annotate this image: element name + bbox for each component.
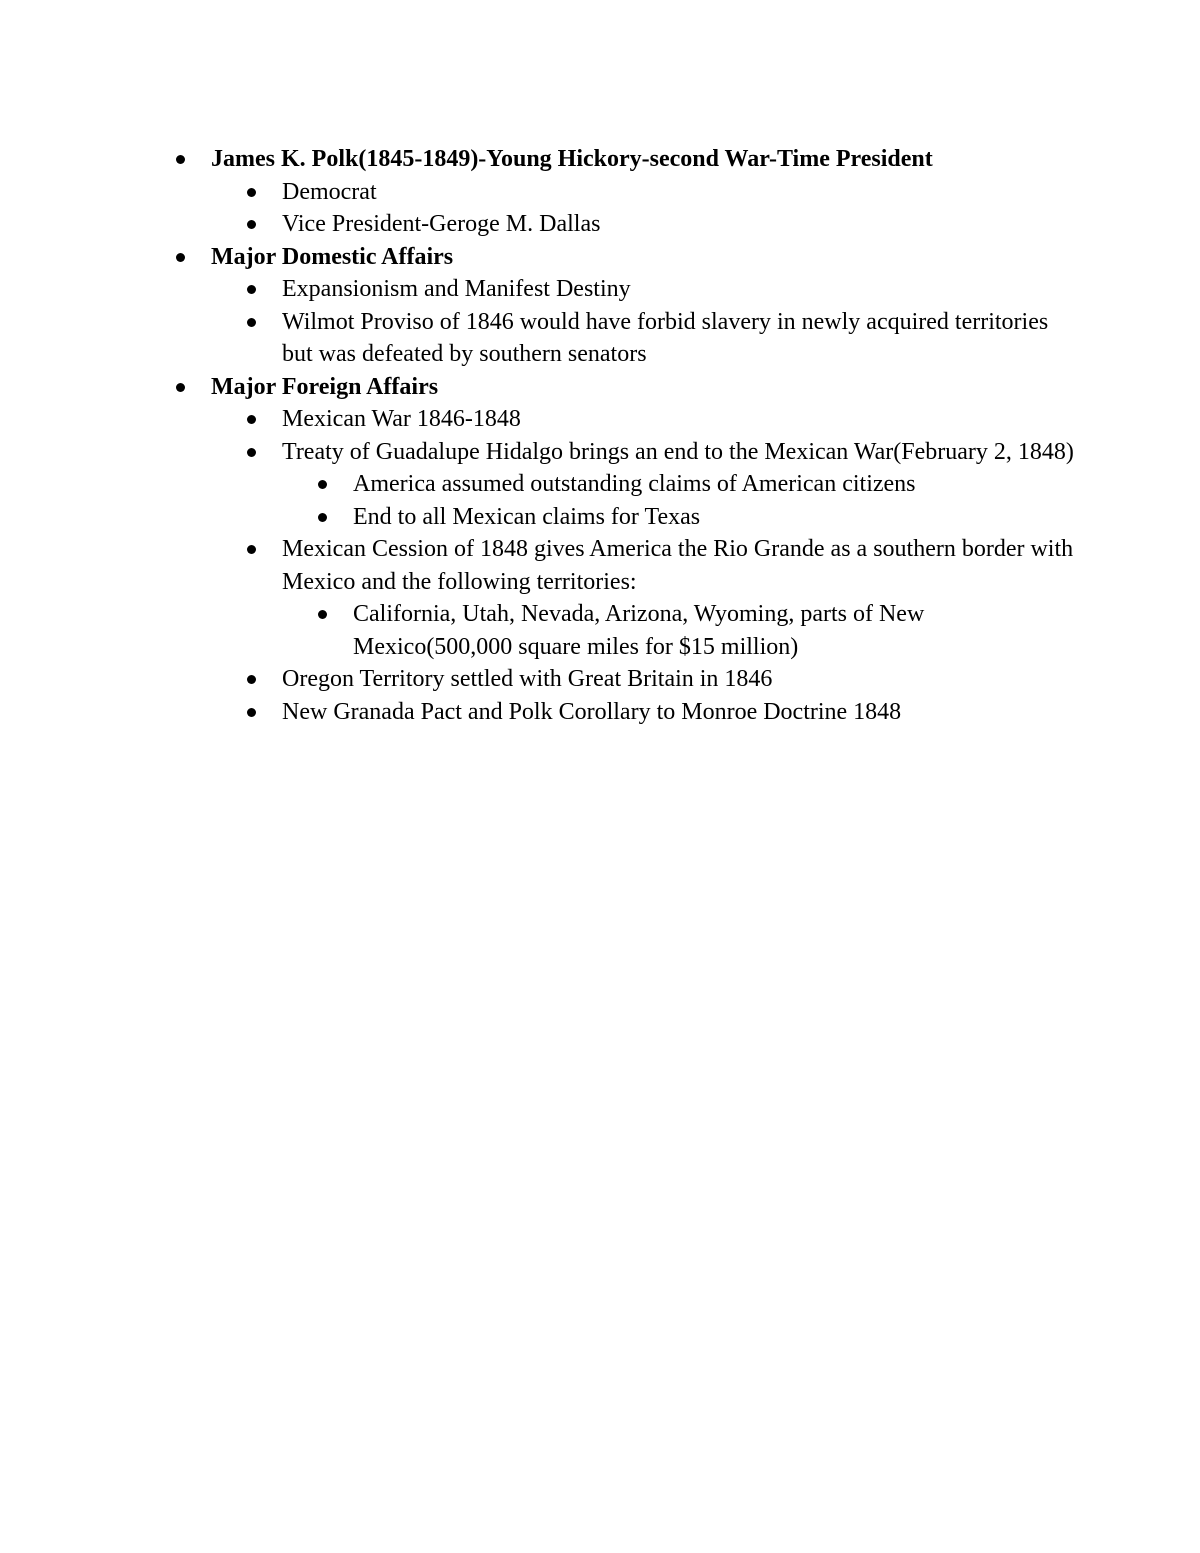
outline-item-text: Democrat <box>282 178 377 205</box>
outline-item-expansionism <box>0 273 1082 306</box>
outline-item-treaty <box>0 436 1082 469</box>
outline-item-text: New Granada Pact and Polk Corollary to Monroe Doctrine 1848 <box>282 698 902 725</box>
outline-item-claims <box>0 468 1073 501</box>
bullet-icon <box>176 155 185 164</box>
bullet-icon <box>318 513 327 522</box>
bullet-icon <box>247 415 256 424</box>
outline-item-mexican-cession <box>0 533 1082 598</box>
bullet-icon <box>247 708 256 717</box>
outline-item-vice-president <box>0 208 1082 241</box>
outline-item-oregon <box>0 663 1082 696</box>
bullet-icon <box>247 188 256 197</box>
outline-item-text: Vice President-Geroge M. Dallas <box>282 211 601 237</box>
outline-item-text: Major Foreign Affairs <box>211 373 439 400</box>
bullet-icon <box>247 545 256 554</box>
outline-item-domestic-heading <box>0 241 1091 274</box>
outline-item-text: California, Utah, Nevada, Arizona, Wyoming, parts of New Mexico(500,000 square miles for $15 million) <box>353 601 925 660</box>
outline-item-foreign-heading <box>0 371 1091 404</box>
bullet-icon <box>247 675 256 684</box>
bullet-outline <box>0 143 1200 728</box>
outline-item-text: End to all Mexican claims for Texas <box>353 503 701 530</box>
outline-item-text: Oregon Territory settled with Great Britain in 1846 <box>282 666 773 692</box>
outline-item-text: Mexican War 1846-1848 <box>282 406 521 432</box>
bullet-icon <box>176 383 185 392</box>
outline-item-text: Treaty of Guadalupe Hidalgo brings an end to the Mexican War(February 2, 1848) <box>282 438 1074 465</box>
outline-item-text: Expansionism and Manifest Destiny <box>282 276 631 302</box>
outline-item-wilmot-proviso <box>0 306 1082 371</box>
outline-item-text: Mexican Cession of 1848 gives America the Rio Grande as a southern border with Mexico and the following territories: <box>282 536 1074 595</box>
bullet-icon <box>318 480 327 489</box>
outline-item-mexican-war <box>0 403 1082 436</box>
outline-item-new-granada <box>0 696 1082 729</box>
outline-item-territories <box>0 598 1073 663</box>
bullet-icon <box>176 253 185 262</box>
outline-item-text: Wilmot Proviso of 1846 would have forbid slavery in newly acquired territories but was defeated by southern senators <box>282 308 1049 367</box>
bullet-icon <box>247 318 256 327</box>
bullet-icon <box>247 220 256 229</box>
outline-item-text: Major Domestic Affairs <box>211 243 454 270</box>
outline-item-texas-claims <box>0 501 1073 534</box>
bullet-icon <box>247 448 256 457</box>
bullet-icon <box>318 610 327 619</box>
outline-item-text: James K. Polk(1845-1849)-Young Hickory-second War-Time President <box>211 146 933 172</box>
outline-item-polk-heading <box>0 143 1091 176</box>
bullet-icon <box>247 285 256 294</box>
outline-item-text: America assumed outstanding claims of American citizens <box>353 471 916 497</box>
outline-item-party <box>0 176 1082 209</box>
